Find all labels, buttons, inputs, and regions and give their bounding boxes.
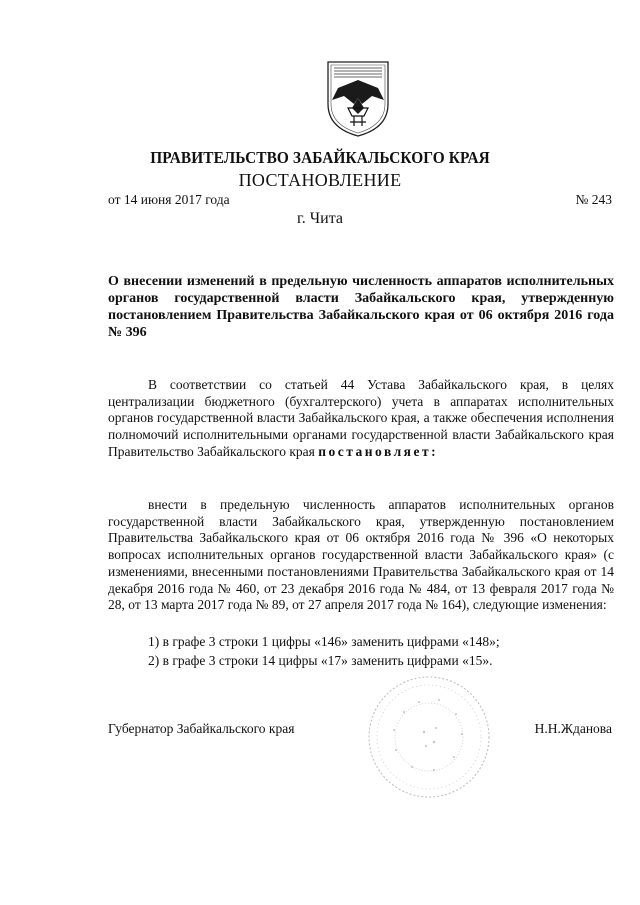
document-title: О внесении изменений в предельную численность аппаратов исполнительных органов государственной власти Забайкальского края, утвержденную постановлением Правительства Забайкальского края от 06 октября 2016 года № 396 [108, 274, 614, 340]
document-city: г. Чита [296, 210, 343, 227]
signatory-name: Н.Н.Жданова [534, 721, 612, 736]
amendment-item-2: 2) в графе 3 строки 14 цифры «17» заменить цифрами «15». [148, 653, 493, 668]
official-seal-icon [364, 672, 494, 802]
coat-of-arms-icon [324, 58, 392, 138]
signatory-title: Губернатор Забайкальского края [108, 721, 295, 736]
amendment-item-1: 1) в графе 3 строки 1 цифры «146» заменить цифрами «148»; [148, 634, 500, 649]
government-name: ПРАВИТЕЛЬСТВО ЗАБАЙКАЛЬСКОГО КРАЯ [150, 148, 490, 167]
preamble-paragraph [108, 377, 614, 461]
amendment-paragraph: внести в предельную численность аппаратов исполнительных органов государственной власти Забайкальского края, утвержденную постановлением Правительства Забайкальского края от 06 октября 2016 года № 396 «О некоторых вопросах исполнительных органов государственной власти Забайкальского края» (с изменениями, внесенными постановлениями Правительства Забайкальского края от 14 декабря 2016 года № 460, от 23 декабря 2016 года № 484, от 13 февраля 2017 года № 28, от 13 марта 2017 года № 89, от 27 апреля 2017 года № 164), следующие изменения: [108, 497, 614, 613]
resolves-keyword: постановляет: [318, 443, 439, 459]
document-date: от 14 июня 2017 года [108, 192, 230, 207]
document-type: ПОСТАНОВЛЕНИЕ [238, 170, 402, 190]
preamble-text: В соответствии со статьей 44 Устава Забайкальского края, в целях централизации бюджетного (бухгалтерского) учета в аппаратах исполнительных органов государственной власти Забайкальского края, а также обеспечения исполнения полномочий исполнительными органами государственной власти Забайкальского края Правительство Забайкальского края [108, 377, 614, 459]
document-number: № 243 [575, 192, 612, 207]
